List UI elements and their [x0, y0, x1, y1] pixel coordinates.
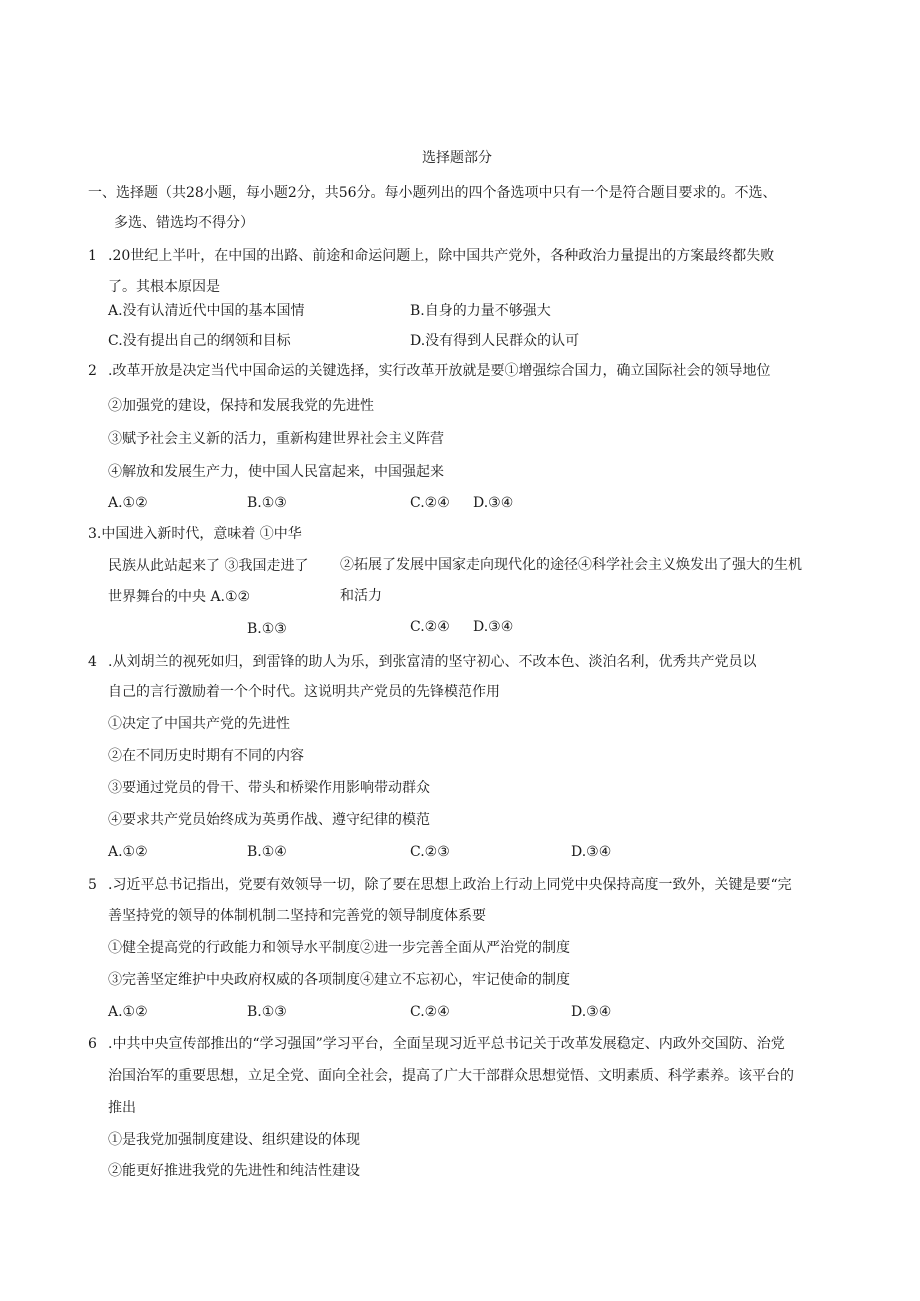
- q3-right-line-2: 和活力: [340, 588, 382, 604]
- instructions-line-2: 多选、错选均不得分）: [114, 215, 254, 231]
- q5-stem-line-2: 善坚持党的领导的体制机制二坚持和完善党的领导制度体系要: [108, 908, 486, 924]
- q6-stem-line-1: .中共中央宣传部推出的“学习强国”学习平台，全面呈现习近平总书记关于改革发展稳定、内政外交国防、治党: [108, 1036, 785, 1052]
- q4-statement-1: ①决定了中国共产党的先进性: [108, 716, 290, 732]
- q2-number: 2: [88, 363, 97, 379]
- q4-statement-3: ③要通过党员的骨干、带头和桥梁作用影响带动群众: [108, 780, 430, 796]
- q3-right-line-1: ②拓展了发展中国家走向现代化的途径④科学社会主义焕发出了强大的生机: [340, 557, 802, 573]
- q6-stem-line-3: 推出: [108, 1100, 136, 1116]
- q2-option-b: B.①③: [247, 495, 287, 511]
- q3-option-b: B.①③: [247, 621, 287, 637]
- q1-number: 1: [88, 248, 97, 264]
- q2-statement-2: ②加强党的建设，保持和发展我党的先进性: [108, 398, 374, 414]
- q2-option-c: C.②④: [410, 495, 450, 511]
- q5-option-a: A.①②: [108, 1004, 148, 1020]
- q5-number: 5: [88, 877, 97, 893]
- instructions-line-1: 一、选择题（共28小题，每小题2分，共56分。每小题列出的四个备选项中只有一个是符合题目要求的。不选、: [88, 185, 777, 201]
- q3-option-c: C.②④: [410, 619, 450, 635]
- q1-option-a: A.没有认清近代中国的基本国情: [108, 303, 305, 319]
- q2-option-d: D.③④: [473, 495, 514, 511]
- q4-option-a: A.①②: [108, 844, 148, 860]
- q3-left-line-1: 民族从此站起来了 ③我国走进了: [108, 558, 309, 574]
- q1-stem-line-1: .20世纪上半叶，在中国的出路、前途和命运问题上，除中国共产党外，各种政治力量提出的方案最终都失败: [108, 248, 775, 264]
- q1-option-c: C.没有提出自己的纲领和目标: [108, 333, 291, 349]
- q4-number: 4: [88, 654, 97, 670]
- section-title: 选择题部分: [422, 150, 492, 166]
- q2-statement-3: ③赋予社会主义新的活力，重新构建世界社会主义阵营: [108, 431, 444, 447]
- q3-left-line-2: 世界舞台的中央 A.①②: [108, 589, 251, 605]
- q5-stem-line-1: .习近平总书记指出，党要有效领导一切，除了要在思想上政治上行动上同党中央保持高度一致外，关键是要“完: [108, 877, 792, 893]
- q6-stem-line-2: 治国治军的重要思想，立足全党、面向全社会，提高了广大干部群众思想觉悟、文明素质、科学素养。该平台的: [108, 1068, 794, 1084]
- q4-stem-line-1: .从刘胡兰的视死如归，到雷锋的助人为乐，到张富清的坚守初心、不改本色、淡泊名利，优秀共产党员以: [108, 654, 757, 670]
- q4-stem-line-2: 自己的言行激励着一个个时代。这说明共产党员的先锋模范作用: [108, 684, 500, 700]
- q5-statement-2: ③完善坚定维护中央政府权威的各项制度④建立不忘初心，牢记使命的制度: [108, 972, 570, 988]
- q3-option-d: D.③④: [473, 619, 514, 635]
- q6-statement-1: ①是我党加强制度建设、组织建设的体现: [108, 1132, 360, 1148]
- q2-option-a: A.①②: [108, 495, 148, 511]
- q5-option-c: C.②④: [410, 1004, 450, 1020]
- q4-statement-4: ④要求共产党员始终成为英勇作战、遵守纪律的模范: [108, 812, 430, 828]
- q5-option-d: D.③④: [571, 1004, 612, 1020]
- q6-statement-2: ②能更好推进我党的先进性和纯洁性建设: [108, 1163, 360, 1179]
- q2-statement-4: ④解放和发展生产力，使中国人民富起来，中国强起来: [108, 464, 444, 480]
- q4-option-b: B.①④: [247, 844, 287, 860]
- q1-stem-line-2: 了。其根本原因是: [108, 279, 220, 295]
- q4-option-c: C.②③: [410, 844, 450, 860]
- q5-statement-1: ①健全提高党的行政能力和领导水平制度②进一步完善全面从严治党的制度: [108, 940, 570, 956]
- q6-number: 6: [88, 1036, 97, 1052]
- q4-statement-2: ②在不同历史时期有不同的内容: [108, 748, 304, 764]
- q2-stem: .改革开放是决定当代中国命运的关键选择，实行改革开放就是要①增强综合国力，确立国际社会的领导地位: [108, 363, 771, 379]
- q4-option-d: D.③④: [571, 844, 612, 860]
- q1-option-d: D.没有得到人民群众的认可: [410, 333, 580, 349]
- q5-option-b: B.①③: [247, 1004, 287, 1020]
- q1-option-b: B.自身的力量不够强大: [410, 303, 551, 319]
- q3-stem: 3.中国进入新时代，意味着 ①中华: [88, 526, 302, 542]
